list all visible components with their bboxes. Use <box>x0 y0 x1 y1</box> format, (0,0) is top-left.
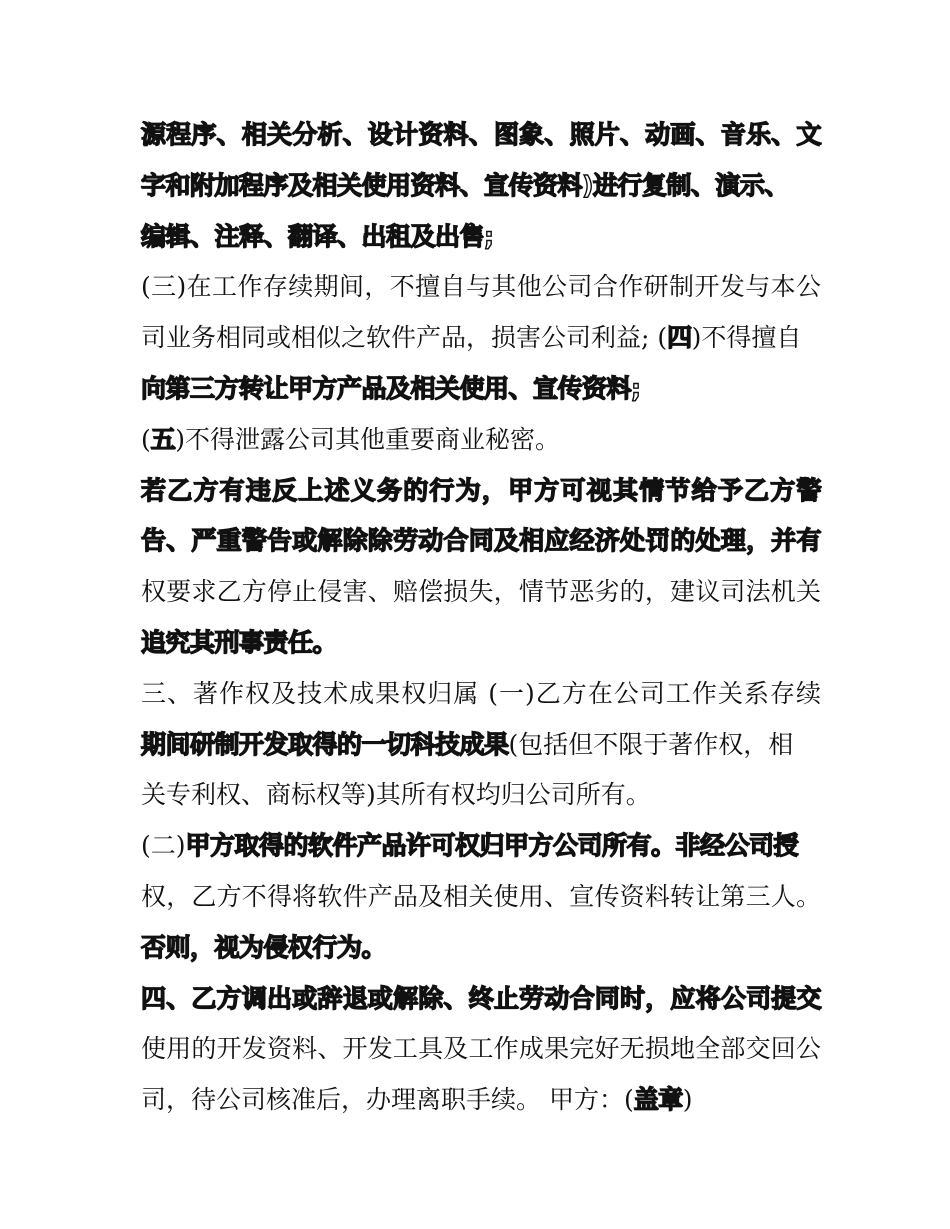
text-run: ( <box>141 424 151 454</box>
text-run: )不得泄露公司其他重要商业秘密。 <box>175 424 561 454</box>
document-line: 三、著作权及技术成果权归属 (一)乙方在公司工作关系存续 <box>141 678 821 708</box>
document-line: 若乙方有违反上述义务的行为，甲方可视其情节给予乙方警 <box>141 475 821 505</box>
text-run: 四 <box>667 323 692 353</box>
document-line <box>141 415 821 466</box>
text-run: ) <box>682 1085 693 1115</box>
document-line: 权要求乙方停止侵害、赔偿损失，情节恶劣的，建议司法机关 <box>141 577 821 607</box>
text-run: 司业务相同或相似之软件产品，损害公司利益; ( <box>141 323 668 353</box>
text-run: 期间研制开发取得的一切科技成果 <box>141 729 509 759</box>
text-run: (二) <box>141 831 186 861</box>
text-run: (包括但不限于著作权，相 <box>508 729 794 759</box>
document-line <box>141 720 821 771</box>
document-line <box>141 313 821 364</box>
document-line: (三)在工作存续期间，不擅自与其他公司合作研制开发与本公 <box>141 272 821 302</box>
document-line: 追究其刑事责任。 <box>141 627 338 657</box>
document-body <box>141 110 821 1126</box>
document-line: 向第三方转让甲方产品及相关使用、宣传资料; <box>141 373 641 403</box>
document-line: 编辑、注释、翻译、出租及出售; <box>141 221 494 251</box>
document-line: 源程序、相关分析、设计资料、图象、照片、动画、音乐、文 <box>141 120 821 149</box>
document-line: 关专利权、商标权等)其所有权均归公司所有。 <box>141 780 651 810</box>
document-line <box>141 821 821 872</box>
document-line: 使用的开发资料、开发工具及工作成果完好无损地全部交回公 <box>141 1034 821 1064</box>
document-line: 权，乙方不得将软件产品及相关使用、宣传资料转让第三人。 <box>141 881 821 911</box>
document-line: 四、乙方调出或辞退或解除、终止劳动合同时，应将公司提交 <box>141 983 821 1013</box>
document-line: 告、严重警告或解除除劳动合同及相应经济处罚的处理，并有 <box>141 526 821 556</box>
text-run: 五 <box>150 424 176 454</box>
text-run: )不得擅自 <box>691 323 802 353</box>
document-line: 否则，视为侵权行为。 <box>141 932 387 962</box>
document-line: 字和附加程序及相关使用资料、宣传资料)进行复制、演示、 <box>141 170 789 200</box>
document-line <box>141 1075 821 1126</box>
text-run: 盖章 <box>633 1085 683 1115</box>
text-run: 甲方取得的软件产品许可权归甲方公司所有。非经公司授 <box>185 831 799 861</box>
text-run: 司，待公司核准后，办理离职手续。 甲方：( <box>141 1085 634 1115</box>
